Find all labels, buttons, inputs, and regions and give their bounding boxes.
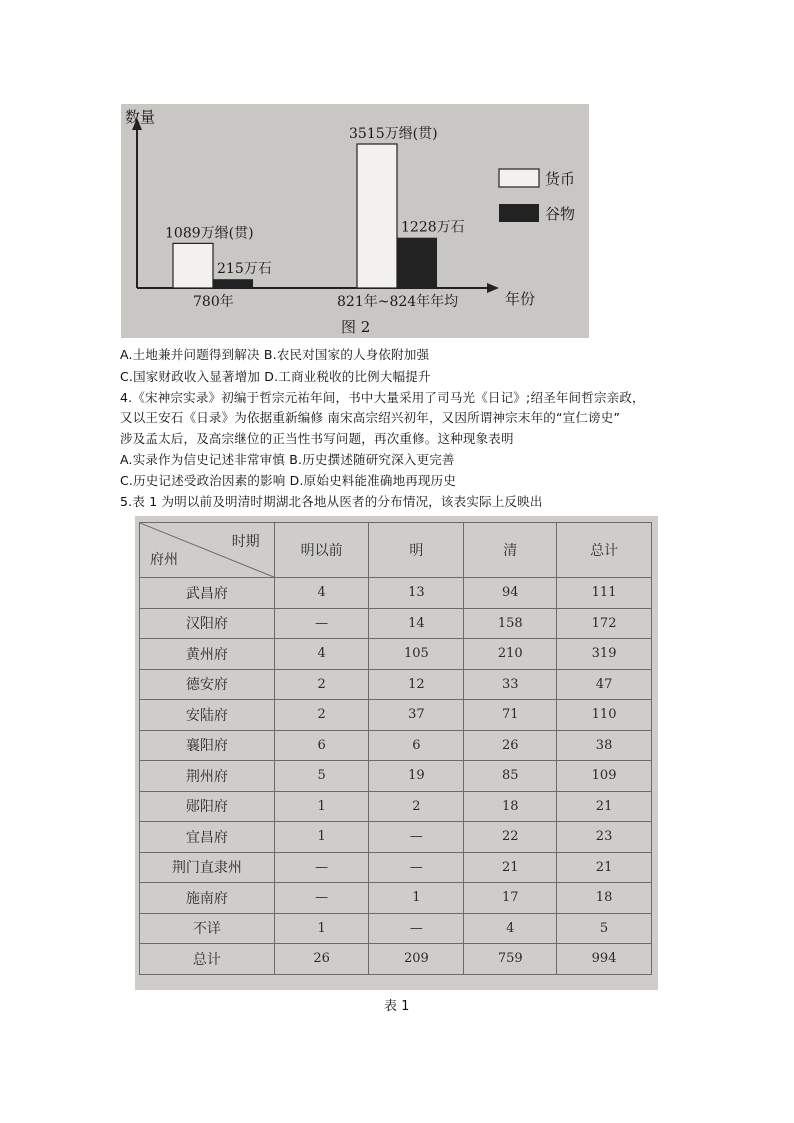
- column-header: 明以前: [274, 523, 369, 578]
- q4-options-line-1: A.实录作为信史记述非常审慎 B.历史撰述随研究深入更完善: [120, 452, 455, 467]
- table-row: [140, 883, 652, 914]
- value-cell: 21: [557, 852, 652, 883]
- value-cell: 1: [274, 822, 369, 853]
- bar-value-label: 3515万缗(贯): [349, 126, 438, 142]
- value-cell: 2: [274, 669, 369, 700]
- value-cell: 209: [369, 944, 464, 975]
- bar-grain-1: [397, 238, 437, 288]
- value-cell: 71: [464, 700, 557, 731]
- header-period-label: 时期: [231, 534, 260, 550]
- value-cell: 17: [464, 883, 557, 914]
- table-1: [135, 516, 658, 990]
- prefecture-name-cell: 不详: [140, 913, 275, 944]
- value-cell: 319: [557, 639, 652, 670]
- table-row: [140, 791, 652, 822]
- value-cell: —: [369, 913, 464, 944]
- prefecture-name-cell: 总计: [140, 944, 275, 975]
- value-cell: 33: [464, 669, 557, 700]
- prefecture-name-cell: 安陆府: [140, 700, 275, 731]
- value-cell: —: [274, 608, 369, 639]
- value-cell: 85: [464, 761, 557, 792]
- value-cell: 14: [369, 608, 464, 639]
- bar-currency-1: [357, 144, 397, 288]
- value-cell: 5: [274, 761, 369, 792]
- q3-options-line-1: A.土地兼并问题得到解决 B.农民对国家的人身依附加强: [120, 347, 430, 362]
- value-cell: 105: [369, 639, 464, 670]
- value-cell: 994: [557, 944, 652, 975]
- q3-options-line-2: C.国家财政收入显著增加 D.工商业税收的比例大幅提升: [120, 369, 431, 384]
- value-cell: 37: [369, 700, 464, 731]
- bar-chart-svg: [121, 104, 589, 338]
- value-cell: 109: [557, 761, 652, 792]
- legend-swatch-currency: [499, 169, 539, 187]
- bar-value-label: 1089万缗(贯): [165, 225, 254, 242]
- bar-value-label: 1228万石: [401, 219, 465, 236]
- table-row: [140, 700, 652, 731]
- header-corner-cell: [140, 523, 275, 578]
- table-row: [140, 639, 652, 670]
- prefecture-name-cell: 黄州府: [140, 639, 275, 670]
- value-cell: 4: [464, 913, 557, 944]
- bar-value-label: 215万石: [217, 261, 272, 278]
- prefecture-name-cell: 宜昌府: [140, 822, 275, 853]
- value-cell: 22: [464, 822, 557, 853]
- category-label: 780年: [193, 294, 234, 310]
- value-cell: 12: [369, 669, 464, 700]
- x-axis-arrow: [487, 283, 499, 293]
- figure-2-chart: [121, 104, 589, 338]
- value-cell: 6: [274, 730, 369, 761]
- legend-label-currency: 货币: [545, 170, 576, 188]
- prefecture-name-cell: 荆门直隶州: [140, 852, 275, 883]
- table-row: [140, 913, 652, 944]
- value-cell: 172: [557, 608, 652, 639]
- value-cell: 21: [557, 791, 652, 822]
- value-cell: 1: [369, 883, 464, 914]
- value-cell: 4: [274, 578, 369, 609]
- prefecture-name-cell: 武昌府: [140, 578, 275, 609]
- table-row: [140, 852, 652, 883]
- value-cell: 18: [464, 791, 557, 822]
- value-cell: 94: [464, 578, 557, 609]
- value-cell: 6: [369, 730, 464, 761]
- prefecture-name-cell: 施南府: [140, 883, 275, 914]
- table-body: [140, 578, 652, 975]
- table-row: [140, 822, 652, 853]
- table-caption: 表 1: [384, 999, 410, 1014]
- q4-stem-line-3: 涉及孟太后，及高宗继位的正当性书写问题，再次重修。这种现象表明: [120, 431, 514, 446]
- x-axis-label: 年份: [505, 290, 536, 308]
- figure-caption: 图 2: [341, 318, 371, 336]
- value-cell: 210: [464, 639, 557, 670]
- value-cell: —: [369, 822, 464, 853]
- prefecture-name-cell: 荆州府: [140, 761, 275, 792]
- value-cell: 2: [274, 700, 369, 731]
- bars-group: [165, 126, 465, 310]
- bar-grain-0: [213, 279, 253, 288]
- value-cell: 21: [464, 852, 557, 883]
- legend-label-grain: 谷物: [545, 205, 576, 223]
- category-label: 821年~824年年均: [337, 294, 459, 310]
- value-cell: 5: [557, 913, 652, 944]
- prefecture-name-cell: 汉阳府: [140, 608, 275, 639]
- prefecture-name-cell: 德安府: [140, 669, 275, 700]
- header-prefecture-label: 府州: [150, 552, 178, 568]
- value-cell: 2: [369, 791, 464, 822]
- value-cell: 47: [557, 669, 652, 700]
- y-axis-label: 数量: [125, 108, 156, 126]
- data-table: [139, 522, 652, 975]
- table-header-row: [140, 523, 652, 578]
- value-cell: 13: [369, 578, 464, 609]
- value-cell: 759: [464, 944, 557, 975]
- value-cell: 26: [274, 944, 369, 975]
- value-cell: 19: [369, 761, 464, 792]
- table-row: [140, 761, 652, 792]
- prefecture-name-cell: 郧阳府: [140, 791, 275, 822]
- value-cell: 4: [274, 639, 369, 670]
- value-cell: —: [369, 852, 464, 883]
- q5-stem: 5.表 1 为明以前及明清时期湖北各地从医者的分布情况，该表实际上反映出: [120, 494, 543, 509]
- q4-stem-line-1: 4.《宋神宗实录》初编于哲宗元祐年间，书中大量采用了司马光《日记》;绍圣年间哲宗亲政，: [120, 390, 645, 405]
- table-row: [140, 730, 652, 761]
- value-cell: 26: [464, 730, 557, 761]
- value-cell: 23: [557, 822, 652, 853]
- value-cell: 111: [557, 578, 652, 609]
- value-cell: —: [274, 883, 369, 914]
- value-cell: 110: [557, 700, 652, 731]
- value-cell: 1: [274, 791, 369, 822]
- value-cell: 38: [557, 730, 652, 761]
- q4-stem-line-2: 又以王安石《日录》为依据重新编修 南宋高宗绍兴初年，又因所谓神宗末年的“宣仁谤史”: [120, 410, 621, 425]
- value-cell: 1: [274, 913, 369, 944]
- bar-currency-0: [173, 243, 213, 288]
- value-cell: 158: [464, 608, 557, 639]
- value-cell: —: [274, 852, 369, 883]
- table-row: [140, 669, 652, 700]
- legend-swatch-grain: [499, 204, 539, 222]
- prefecture-name-cell: 襄阳府: [140, 730, 275, 761]
- table-row: [140, 608, 652, 639]
- column-header: 清: [464, 523, 557, 578]
- value-cell: 18: [557, 883, 652, 914]
- table-row: [140, 578, 652, 609]
- column-header: 总计: [557, 523, 652, 578]
- table-row: [140, 944, 652, 975]
- q4-options-line-2: C.历史记述受政治因素的影响 D.原始史料能准确地再现历史: [120, 473, 457, 488]
- column-header: 明: [369, 523, 464, 578]
